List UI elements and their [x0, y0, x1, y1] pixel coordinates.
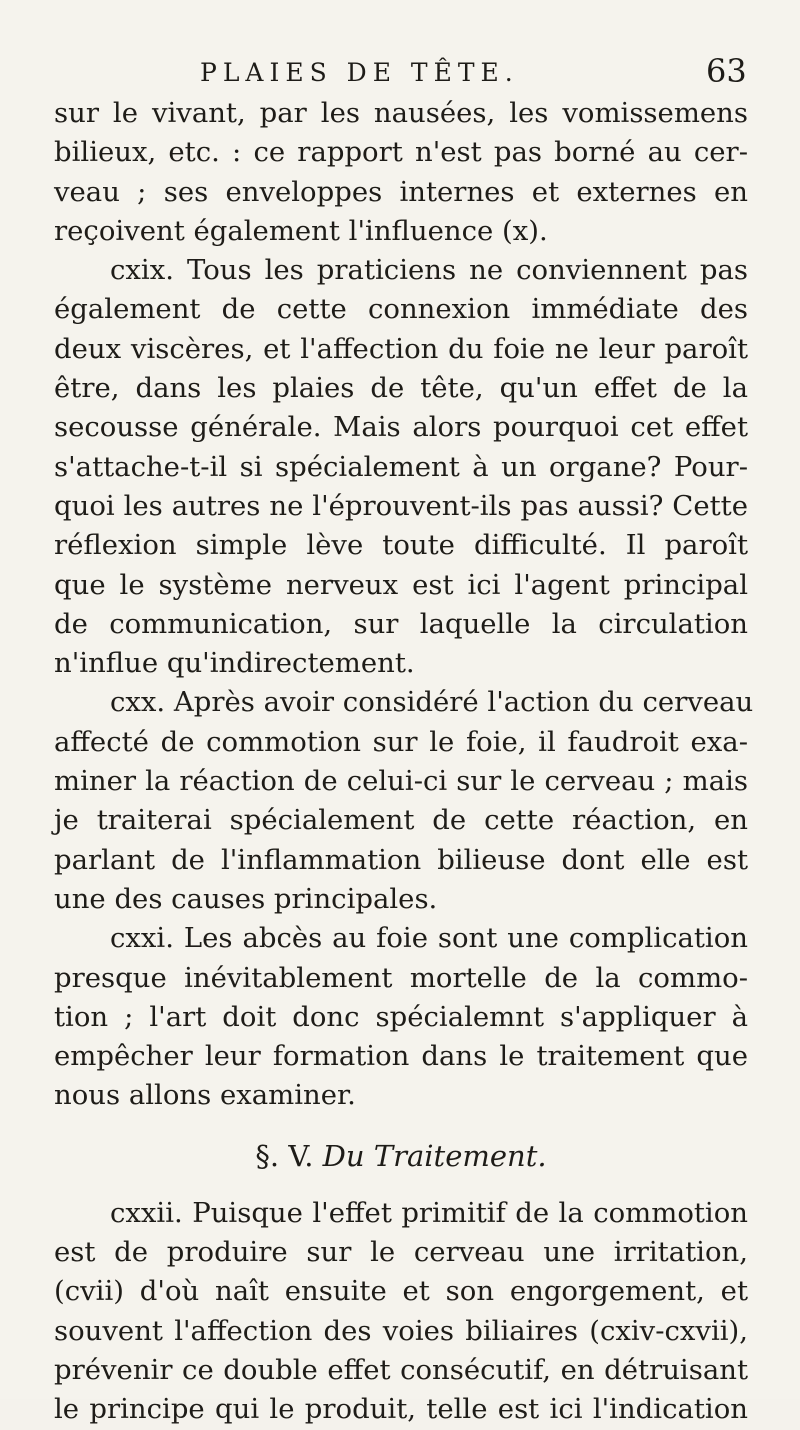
text-line: sur le vivant, par les nausées, les vomissemens	[54, 97, 748, 129]
text-line: bilieux, etc. : ce rapport n'est pas borné au cer-	[54, 136, 748, 169]
running-head: PLAIES DE TÊTE.	[200, 58, 519, 87]
text-line: (cvii) d'où naît ensuite et son engorgement, et	[54, 1275, 748, 1308]
text-line: tion ; l'art doit donc spécialemnt s'appliquer à	[54, 1000, 748, 1033]
text-line: veau ; ses enveloppes internes et externes en	[54, 175, 748, 208]
text-line: réflexion simple lève toute difficulté. Il paroît	[54, 529, 748, 562]
text-line: que le système nerveux est ici l'agent principal	[54, 568, 748, 601]
text-line: deux viscères, et l'affection du foie ne leur paroît	[54, 332, 748, 365]
text-line: cxxi. Les abcès au foie sont une complication	[110, 922, 748, 955]
text-line: empêcher leur formation dans le traitement que	[54, 1040, 748, 1073]
text-line: est de produire sur le cerveau une irritation,	[54, 1236, 748, 1269]
text-line: prévenir ce double effet consécutif, en détruisant	[54, 1353, 748, 1386]
text-line: affecté de commotion sur le foie, il faudroit exa-	[54, 725, 748, 758]
text-line: également de cette connexion immédiate des	[54, 293, 748, 326]
text-line: quoi les autres ne l'éprouvent-ils pas aussi? Cette	[54, 489, 748, 522]
text-line: parlant de l'inflammation bilieuse dont elle est	[54, 843, 748, 876]
text-line: une des causes principales.	[54, 882, 438, 915]
text-line: cxx. Après avoir considéré l'action du cerveau	[110, 686, 754, 719]
text-line: cxix. Tous les praticiens ne conviennent pas	[110, 254, 748, 287]
text-line: de communication, sur laquelle la circulation	[54, 607, 748, 640]
body-text-before-section	[54, 94, 754, 1116]
text-line: s'attache-t-il si spécialement à un organe? Pour-	[54, 450, 748, 483]
text-line: reçoivent également l'influence (x).	[54, 214, 548, 247]
text-line: secousse générale. Mais alors pourquoi cet effet	[54, 411, 748, 444]
section-title: Du Traitement.	[322, 1138, 547, 1173]
page-number: 63	[706, 52, 747, 90]
body-text-after-section	[54, 1194, 748, 1430]
text-line: nous allons examiner.	[54, 1079, 356, 1112]
text-line: souvent l'affection des voies biliaires (cxiv-cxvii),	[54, 1314, 748, 1347]
text-line: presque inévitablement mortelle de la commo-	[54, 961, 748, 994]
text-line: miner la réaction de celui-ci sur le cerveau ; mais	[54, 765, 748, 798]
body-text	[54, 94, 754, 1430]
text-line: n'influe qu'indirectement.	[54, 647, 415, 680]
text-line: être, dans les plaies de tête, qu'un effet de la	[54, 372, 748, 405]
section-heading	[54, 1126, 748, 1186]
section-label: §. V.	[255, 1138, 314, 1173]
text-line: cxxii. Puisque l'effet primitif de la commotion	[110, 1196, 748, 1229]
text-line: le principe qui le produit, telle est ici l'indication	[54, 1393, 748, 1426]
text-line: je traiterai spécialement de cette réaction, en	[54, 804, 748, 837]
